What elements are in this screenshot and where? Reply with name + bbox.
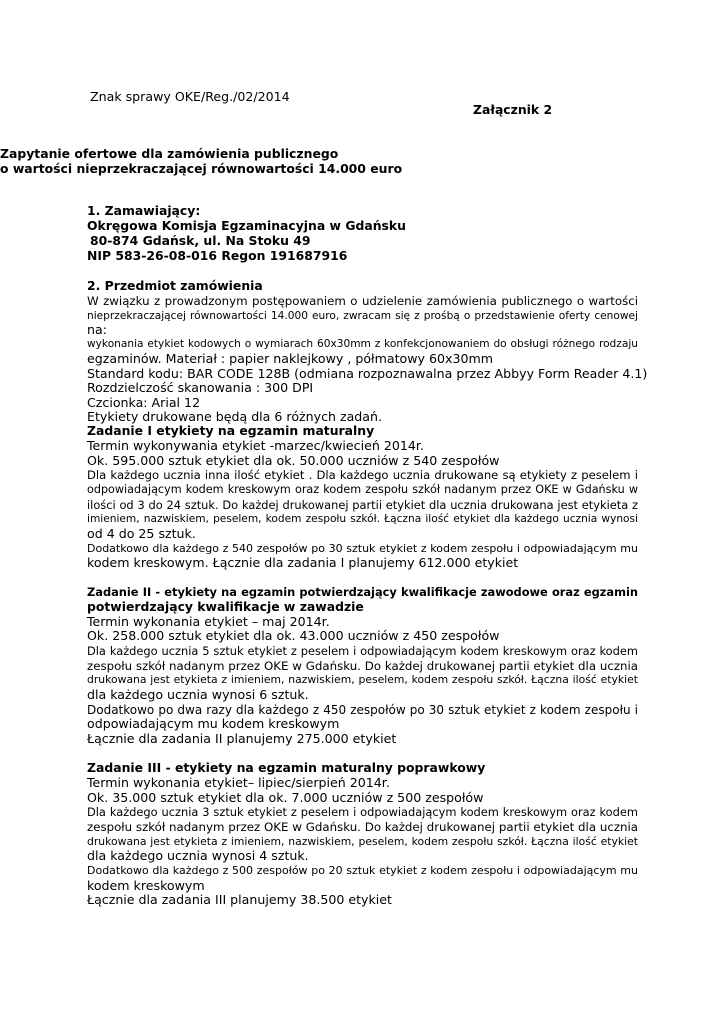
task-3-line: Łącznie dla zadania III planujemy 38.500 etykiet bbox=[87, 892, 392, 907]
task-1-heading: Zadanie I etykiety na egzamin maturalny bbox=[87, 423, 375, 438]
contracting-authority-address: 80-874 Gdańsk, ul. Na Stoku 49 bbox=[90, 233, 311, 248]
task-2-line: Łącznie dla zadania II planujemy 275.000 etykiet bbox=[87, 731, 397, 746]
document-title-line-2: o wartości nieprzekraczającej równowartości 14.000 euro bbox=[0, 161, 403, 176]
task-1-line: kodem kreskowym. Łącznie dla zadania I planujemy 612.000 etykiet bbox=[87, 555, 519, 570]
task-3-line: dla każdego ucznia wynosi 4 sztuk. bbox=[87, 848, 309, 863]
case-reference: Znak sprawy OKE/Reg./02/2014 bbox=[90, 89, 290, 104]
intro-line: Etykiety drukowane będą dla 6 różnych zadań. bbox=[87, 409, 383, 424]
intro-line: Rozdzielczość skanowania : 300 DPI bbox=[87, 380, 314, 395]
task-2-line: Ok. 258.000 sztuk etykiet dla ok. 43.000 uczniów z 450 zespołów bbox=[87, 628, 500, 643]
contracting-authority-ids: NIP 583-26-08-016 Regon 191687916 bbox=[87, 248, 348, 263]
task-1-line: od 4 do 25 sztuk. bbox=[87, 526, 196, 541]
task-2-line: odpowiadającym mu kodem kreskowym bbox=[87, 716, 340, 731]
intro-line: W związku z prowadzonym postępowaniem o udzielenie zamówienia publicznego o wartości bbox=[87, 294, 638, 308]
task-3-line: Dla każdego ucznia 3 sztuk etykiet z peselem i odpowiadającym kodem kreskowym oraz kodem bbox=[87, 805, 638, 819]
intro-line: Czcionka: Arial 12 bbox=[87, 395, 201, 410]
task-2-line: drukowana jest etykieta z imieniem, nazwiskiem, peselem, kodem zespołu szkół. Łączna ilość etykiet bbox=[87, 673, 638, 686]
task-2-line: Dla każdego ucznia 5 sztuk etykiet z peselem i odpowiadającym kodem kreskowym oraz kodem bbox=[87, 644, 638, 658]
task-1-line: imieniem, nazwiskiem, peselem, kodem zespołu szkół. Łączna ilość etykiet dla każdego ucznia wynosi bbox=[87, 513, 638, 525]
task-2-heading: potwierdzający kwalifikacje w zawadzie bbox=[87, 599, 364, 614]
section-1-heading: 1. Zamawiający: bbox=[87, 203, 201, 218]
section-2-heading: 2. Przedmiot zamówienia bbox=[87, 278, 263, 293]
task-1-line: Termin wykonywania etykiet -marzec/kwiecień 2014r. bbox=[87, 438, 424, 453]
intro-line: Standard kodu: BAR CODE 128B (odmiana rozpoznawalna przez Abbyy Form Reader 4.1) bbox=[87, 366, 648, 381]
task-1-line: odpowiadającym kodem kreskowym oraz kodem zespołu szkół nadanym przez OKE w Gdańsku w bbox=[87, 483, 638, 496]
task-3-line: drukowana jest etykieta z imieniem, nazwiskiem, peselem, kodem zespołu szkół. Łączna ilość etykiet bbox=[87, 835, 638, 848]
task-3-heading: Zadanie III - etykiety na egzamin maturalny poprawkowy bbox=[87, 760, 486, 775]
task-1-line: ilości od 3 do 24 sztuk. Do każdej drukowanej partii etykiet dla ucznia drukowana jest etykieta z bbox=[87, 498, 638, 512]
contracting-authority-name: Okręgowa Komisja Egzaminacyjna w Gdańsku bbox=[87, 218, 406, 233]
attachment-label: Załącznik 2 bbox=[473, 102, 553, 117]
task-2-line: dla każdego ucznia wynosi 6 sztuk. bbox=[87, 687, 309, 702]
task-3-line: zespołu szkół nadanym przez OKE w Gdańsku. Do każdej drukowanej partii etykiet dla ucznia bbox=[87, 820, 638, 834]
document-title-line-1: Zapytanie ofertowe dla zamówienia publicznego bbox=[0, 146, 339, 161]
task-2-line: zespołu szkół nadanym przez OKE w Gdańsku. Do każdej drukowanej partii etykiet dla ucznia bbox=[87, 659, 638, 673]
task-3-line: Ok. 35.000 sztuk etykiet dla ok. 7.000 uczniów z 500 zespołów bbox=[87, 790, 484, 805]
task-1-line: Ok. 595.000 sztuk etykiet dla ok. 50.000 uczniów z 540 zespołów bbox=[87, 453, 500, 468]
intro-line: nieprzekraczającej równowartości 14.000 euro, zwracam się z prośbą o przedstawienie oferty cenowej bbox=[87, 310, 638, 322]
task-2-line: Termin wykonania etykiet – maj 2014r. bbox=[87, 614, 330, 629]
intro-line: na: bbox=[87, 322, 107, 337]
task-1-line: Dla każdego ucznia inna ilość etykiet . Dla każdego ucznia drukowane są etykiety z peselem i bbox=[87, 468, 638, 482]
task-3-line: kodem kreskowym bbox=[87, 878, 205, 893]
intro-line: wykonania etykiet kodowych o wymiarach 60x30mm z konfekcjonowaniem do obsługi różnego rodzaju bbox=[87, 338, 638, 350]
intro-line: egzaminów. Materiał : papier naklejkowy , półmatowy 60x30mm bbox=[87, 351, 494, 366]
task-1-line: Dodatkowo dla każdego z 540 zespołów po 30 sztuk etykiet z kodem zespołu i odpowiadającym mu bbox=[87, 542, 638, 555]
task-3-line: Termin wykonania etykiet– lipiec/sierpień 2014r. bbox=[87, 775, 390, 790]
task-2-heading: Zadanie II - etykiety na egzamin potwierdzający kwalifikacje zawodowe oraz egzamin bbox=[87, 585, 638, 599]
task-2-line: Dodatkowo po dwa razy dla każdego z 450 zespołów po 30 sztuk etykiet z kodem zespołu i bbox=[87, 703, 638, 717]
task-3-line: Dodatkowo dla każdego z 500 zespołów po 20 sztuk etykiet z kodem zespołu i odpowiadającym mu bbox=[87, 864, 638, 877]
